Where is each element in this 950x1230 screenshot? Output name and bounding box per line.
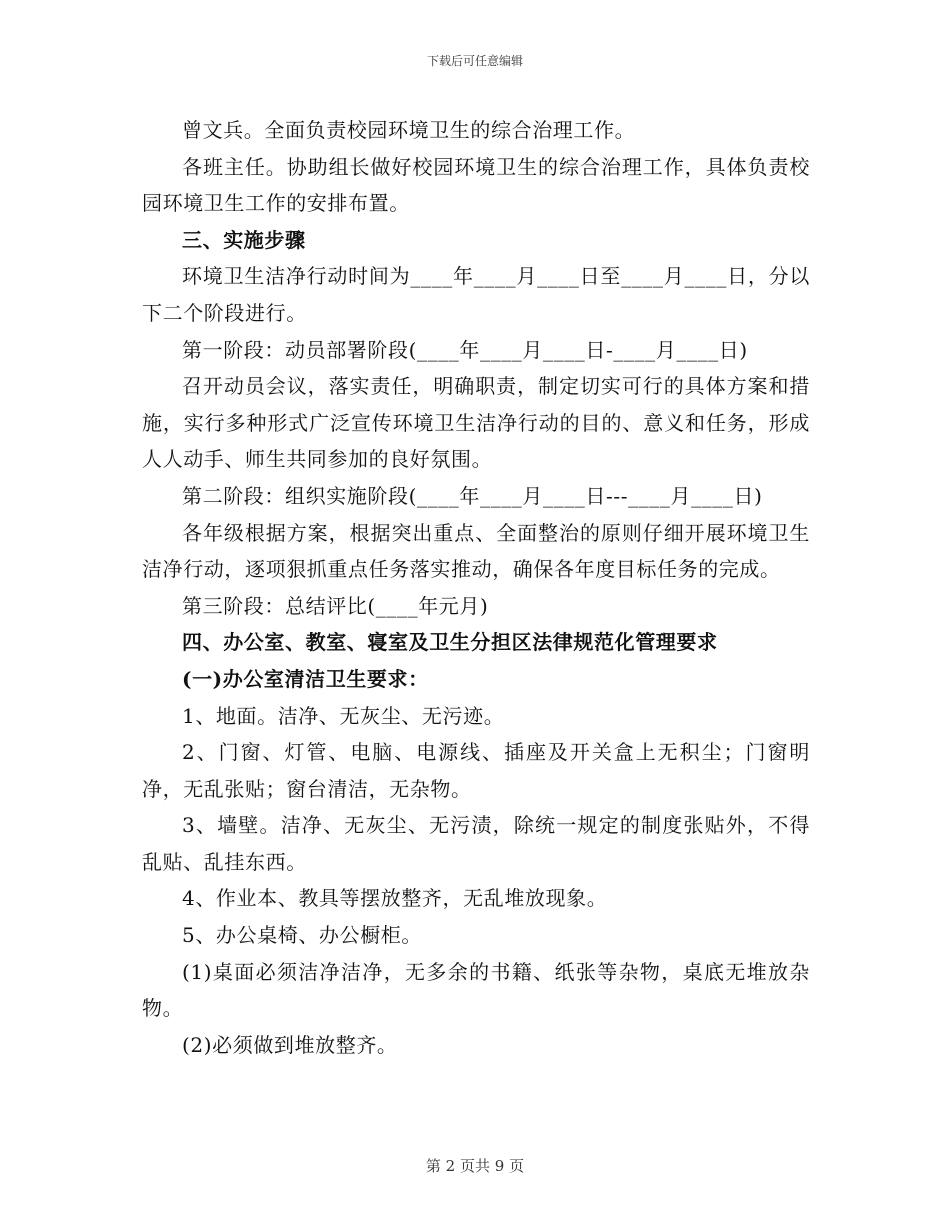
paragraph: 第二阶段：组织实施阶段(____年____月____日---____月____日) [182,483,763,508]
paragraph: 召开动员会议，落实责任，明确职责，制定切实可行的具体方案和措施，实行多种形式广泛宣传环境卫生洁净行动的目的、意义和任务，形成人人动手、师生共同参加的良好氛围。 [142,374,810,472]
list-item: (1)桌面必须洁净洁净，无多余的书籍、纸张等杂物，桌底无堆放杂物。 [142,959,810,1021]
list-item: (2)必须做到堆放整齐。 [182,1032,398,1057]
paragraph: 各年级根据方案，根据突出重点、全面整治的原则仔细开展环境卫生洁净行动，逐项狠抓重点任务落实推动，确保各年度目标任务的完成。 [142,520,810,582]
subsection-heading: (一)办公室清洁卫生要求： [182,666,429,691]
section-heading: 四、办公室、教室、寝室及卫生分担区法律规范化管理要求 [182,630,718,655]
section-heading: 三、实施步骤 [182,227,306,252]
paragraph: 各班主任。协助组长做好校园环境卫生的综合治理工作，具体负责校园环境卫生工作的安排布置。 [142,154,810,216]
list-item: 2、门窗、灯管、电脑、电源线、插座及开关盒上无积尘；门窗明净，无乱张贴；窗台清洁，无杂物。 [142,740,810,801]
list-item: 3、墙壁。洁净、无灰尘、无污渍，除统一规定的制度张贴外，不得乱贴、乱挂东西。 [142,813,810,874]
list-item: 4、作业本、教具等摆放整齐，无乱堆放现象。 [182,886,608,911]
paragraph: 第一阶段：动员部署阶段(____年____月____日-____月____日) [182,337,748,362]
paragraph: 曾文兵。全面负责校园环境卫生的综合治理工作。 [182,118,636,142]
document-body [142,112,810,1063]
page-footer: 第 2 页共 9 页 [425,1157,525,1175]
list-item: 5、办公桌椅、办公橱柜。 [182,923,422,948]
paragraph: 环境卫生洁净行动时间为____年____月____日至____月____日，分以下二个阶段进行。 [142,264,810,325]
list-item: 1、地面。洁净、无灰尘、无污迹。 [182,703,505,728]
page-header: 下载后可任意编辑 [426,54,523,68]
paragraph: 第三阶段：总结评比(____年元月) [182,593,489,618]
